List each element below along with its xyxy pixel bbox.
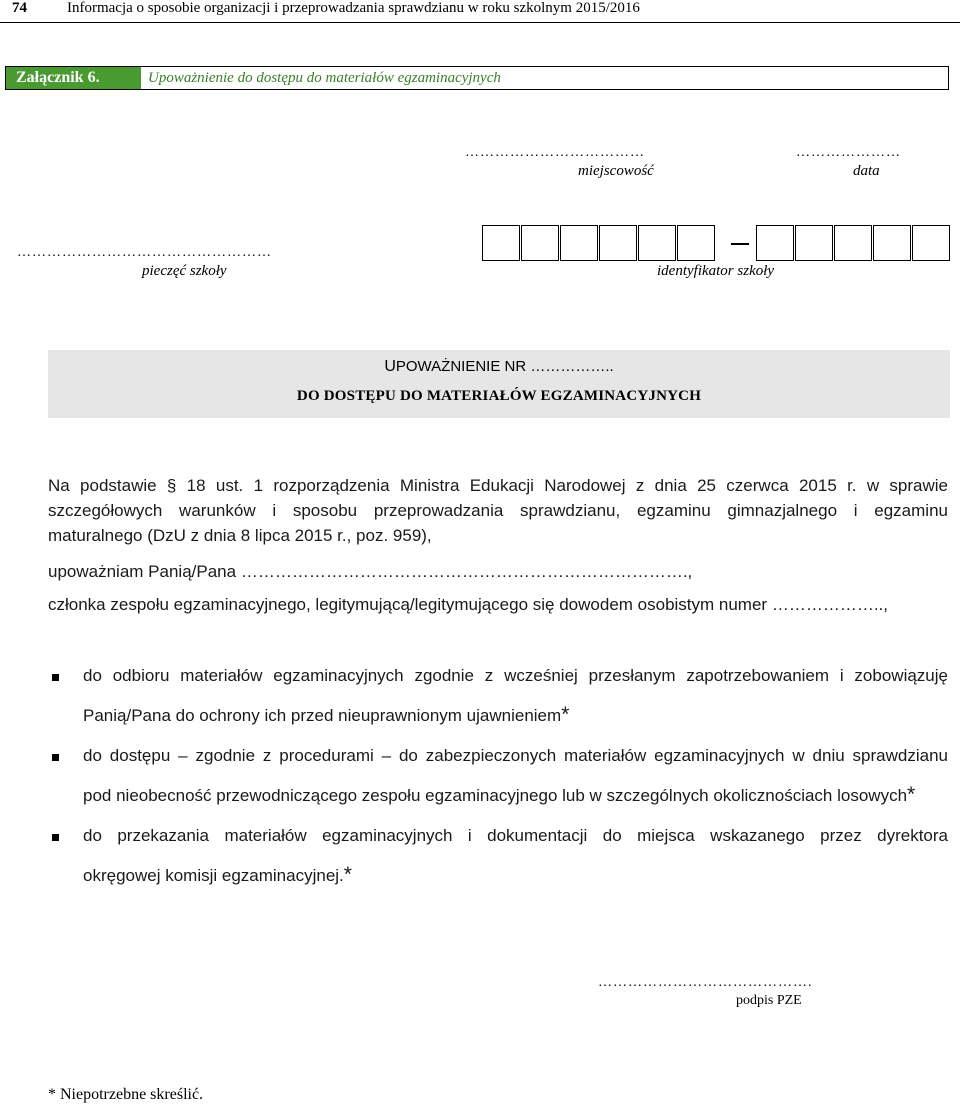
id-box[interactable] xyxy=(873,225,911,261)
legal-basis-line: szczegółowych warunków i sposobu przeprowadzania sprawdzianu, egzaminu gimnazjalnego i egzaminu xyxy=(48,501,948,520)
list-item-text: okręgowej komisji egzaminacyjnej. xyxy=(83,866,344,885)
annex-title: Upoważnienie do dostępu do materiałów egzaminacyjnych xyxy=(148,70,501,86)
footnote: * Niepotrzebne skreślić. xyxy=(48,1086,204,1103)
legal-basis-line: maturalnego (DzU z dnia 8 lipca 2015 r., poz. 959), xyxy=(48,526,432,545)
title-number-dots: …………….. xyxy=(530,358,614,375)
id-box[interactable] xyxy=(521,225,559,261)
id-box[interactable] xyxy=(756,225,794,261)
title-rest: POWAŻNIENIE NR xyxy=(395,358,527,375)
date-caption: data xyxy=(853,163,880,179)
title-initial: U xyxy=(384,358,396,375)
member-suffix: , xyxy=(883,595,889,614)
id-box[interactable] xyxy=(638,225,676,261)
running-title: Informacja o sposobie organizacji i przeprowadzania sprawdzianu w roku szkolnym 2015/2016 xyxy=(67,0,640,16)
square-bullet-icon xyxy=(52,834,59,841)
document-title-box xyxy=(48,350,950,418)
asterisk-mark: * xyxy=(907,783,916,806)
stamp-caption: pieczęć szkoły xyxy=(142,263,227,279)
list-item-line: do dostępu – zgodnie z procedurami – do zabezpieczonych materiałów egzaminacyjnych w dniu sprawdzianu xyxy=(83,746,948,765)
authorize-line xyxy=(48,562,692,582)
list-item-text: pod nieobecność przewodniczącego zespołu egzaminacyjnego lub w szczególnych okolicznościach losowych xyxy=(83,786,908,805)
legal-basis-paragraph xyxy=(48,473,948,548)
annex-bar xyxy=(5,66,949,90)
id-box[interactable] xyxy=(599,225,637,261)
title-line-scope: DO DOSTĘPU DO MATERIAŁÓW EGZAMINACYJNYCH xyxy=(296,388,702,404)
id-separator-dash xyxy=(731,243,749,245)
page-header xyxy=(0,0,960,22)
id-box[interactable] xyxy=(834,225,872,261)
id-document-number-field[interactable]: ……………….. xyxy=(771,595,884,614)
stamp-dots: …………………………………………… xyxy=(17,245,272,260)
list-item-line: do odbioru materiałów egzaminacyjnych zgodnie z wcześniej przesłanym zapotrzebowaniem i zobowiązuję xyxy=(83,666,948,685)
list-item-line xyxy=(83,863,352,887)
list-item-text: Panią/Pana do ochrony ich przed nieuprawnionym ujawnieniem xyxy=(83,706,562,725)
id-box[interactable] xyxy=(795,225,833,261)
id-box[interactable] xyxy=(912,225,950,261)
asterisk-mark: * xyxy=(343,863,352,886)
header-divider xyxy=(0,22,960,23)
signature-caption: podpis PZE xyxy=(736,993,802,1008)
square-bullet-icon xyxy=(52,754,59,761)
place-caption: miejscowość xyxy=(578,163,654,179)
square-bullet-icon xyxy=(52,674,59,681)
asterisk-mark: * xyxy=(561,703,570,726)
member-text: członka zespołu egzaminacyjnego, legitymującą/legitymującego się dowodem osobistym numer xyxy=(48,595,768,614)
annex-tag: Załącznik 6. xyxy=(6,67,141,89)
date-dots: ………………… xyxy=(796,145,901,160)
signature-dots[interactable]: ……………………………………. xyxy=(598,975,813,990)
title-line-number xyxy=(48,358,950,376)
authorize-label: upoważniam Panią/Pana xyxy=(48,562,237,581)
id-box[interactable] xyxy=(560,225,598,261)
school-id-caption: identyfikator szkoły xyxy=(657,263,775,279)
authorize-name-field[interactable]: ……………………………………………………………………. xyxy=(240,562,688,581)
authorize-suffix: , xyxy=(687,562,693,581)
id-box[interactable] xyxy=(482,225,520,261)
legal-basis-line: Na podstawie § 18 ust. 1 rozporządzenia Ministra Edukacji Narodowej z dnia 25 czerwca 2015 r. w sprawie xyxy=(48,476,948,495)
list-item-line xyxy=(83,703,569,727)
member-line xyxy=(48,595,888,615)
list-item-line: do przekazania materiałów egzaminacyjnych i dokumentacji do miejsca wskazanego przez dyrektora xyxy=(83,826,948,845)
id-box[interactable] xyxy=(677,225,715,261)
place-dots: ……………………………… xyxy=(465,145,645,160)
page-number: 74 xyxy=(12,0,27,16)
list-item-line xyxy=(83,783,915,807)
